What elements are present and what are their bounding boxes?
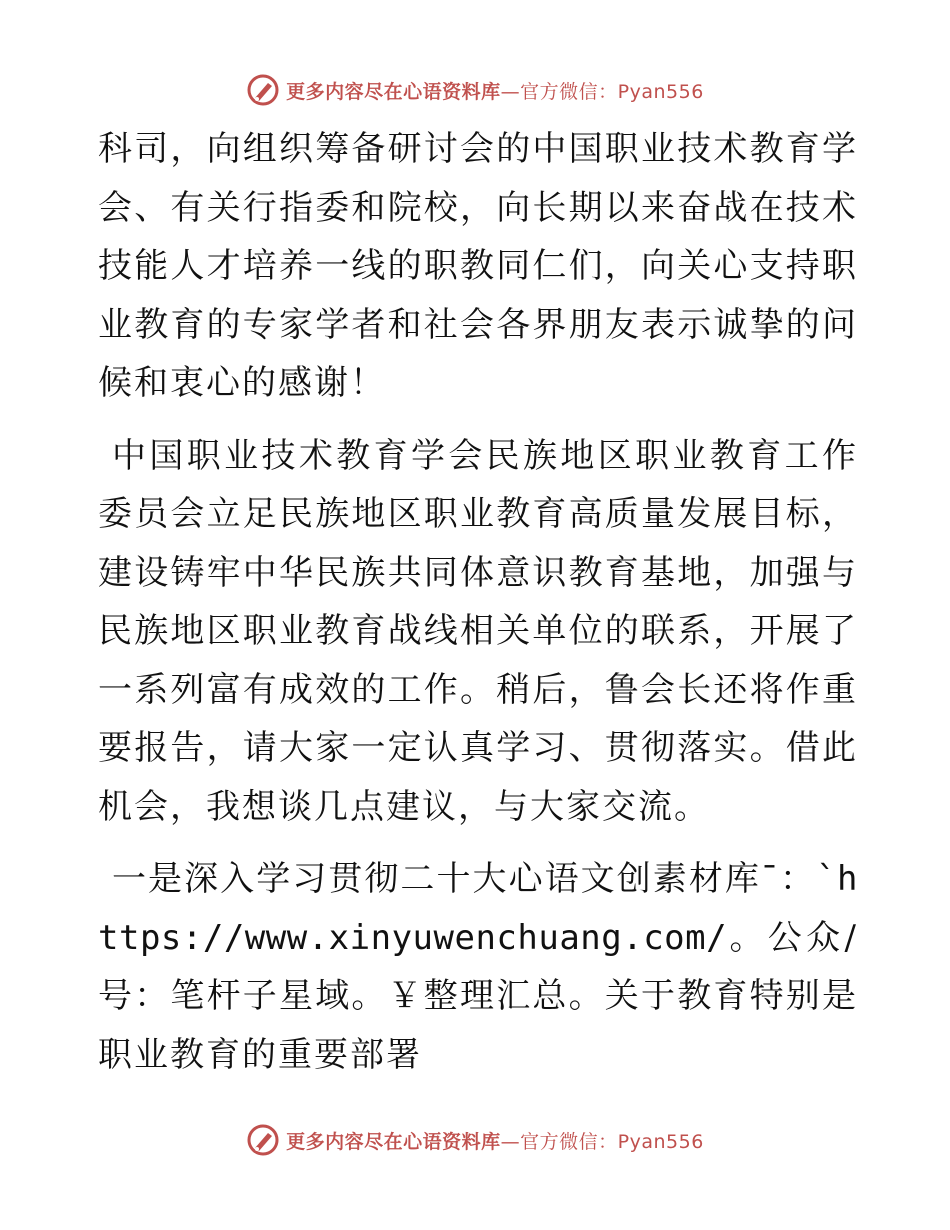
header-banner-inner — [246, 73, 704, 107]
paragraph-2: 中国职业技术教育学会民族地区职业教育工作委员会立足民族地区职业教育高质量发展目标，建设铸牢中华民族共同体意识教育基地，加强与民族地区职业教育战线相关单位的联系，开展了一系列富有成效的工作。稍后，鲁会长还将作重要报告，请大家一定认真学习、贯彻落实。借此机会，我想谈几点建议，与大家交流。 — [98, 435, 858, 827]
pen-circle-logo-icon — [246, 1123, 280, 1157]
footer-banner-rest: —官方微信：Pyan556 — [500, 1130, 704, 1153]
header-banner-text — [286, 77, 704, 104]
source-url-text: `https://www.xinyuwenchuang.com/ — [98, 859, 858, 958]
header-banner-rest: —官方微信：Pyan556 — [500, 80, 704, 103]
header-banner-strong: 更多内容尽在心语资料库 — [286, 80, 501, 103]
footer-banner-text — [286, 1127, 704, 1154]
paragraph-1: 科司，向组织筹备研讨会的中国职业技术教育学会、有关行指委和院校，向长期以来奋战在技术技能人才培养一线的职教同仁们，向关心支持职业教育的专家学者和社会各界朋友表示诚挚的问候和衷心的感谢！ — [98, 129, 858, 403]
paragraph-3-part-a: 一是深入学习贯彻二十大心语文创素材库¯： — [112, 859, 817, 899]
paragraph-3-part-b: 。公众/号：笔杆子星域。￥整理汇总。关于教育特别是职业教育的重要部署 — [98, 917, 858, 1075]
footer-banner — [0, 1120, 950, 1160]
pen-circle-logo-icon — [246, 73, 280, 107]
paragraph-3 — [98, 850, 858, 1084]
header-banner — [0, 70, 950, 110]
footer-banner-strong: 更多内容尽在心语资料库 — [286, 1130, 501, 1153]
footer-banner-inner — [246, 1123, 704, 1157]
document-body — [98, 120, 858, 1098]
